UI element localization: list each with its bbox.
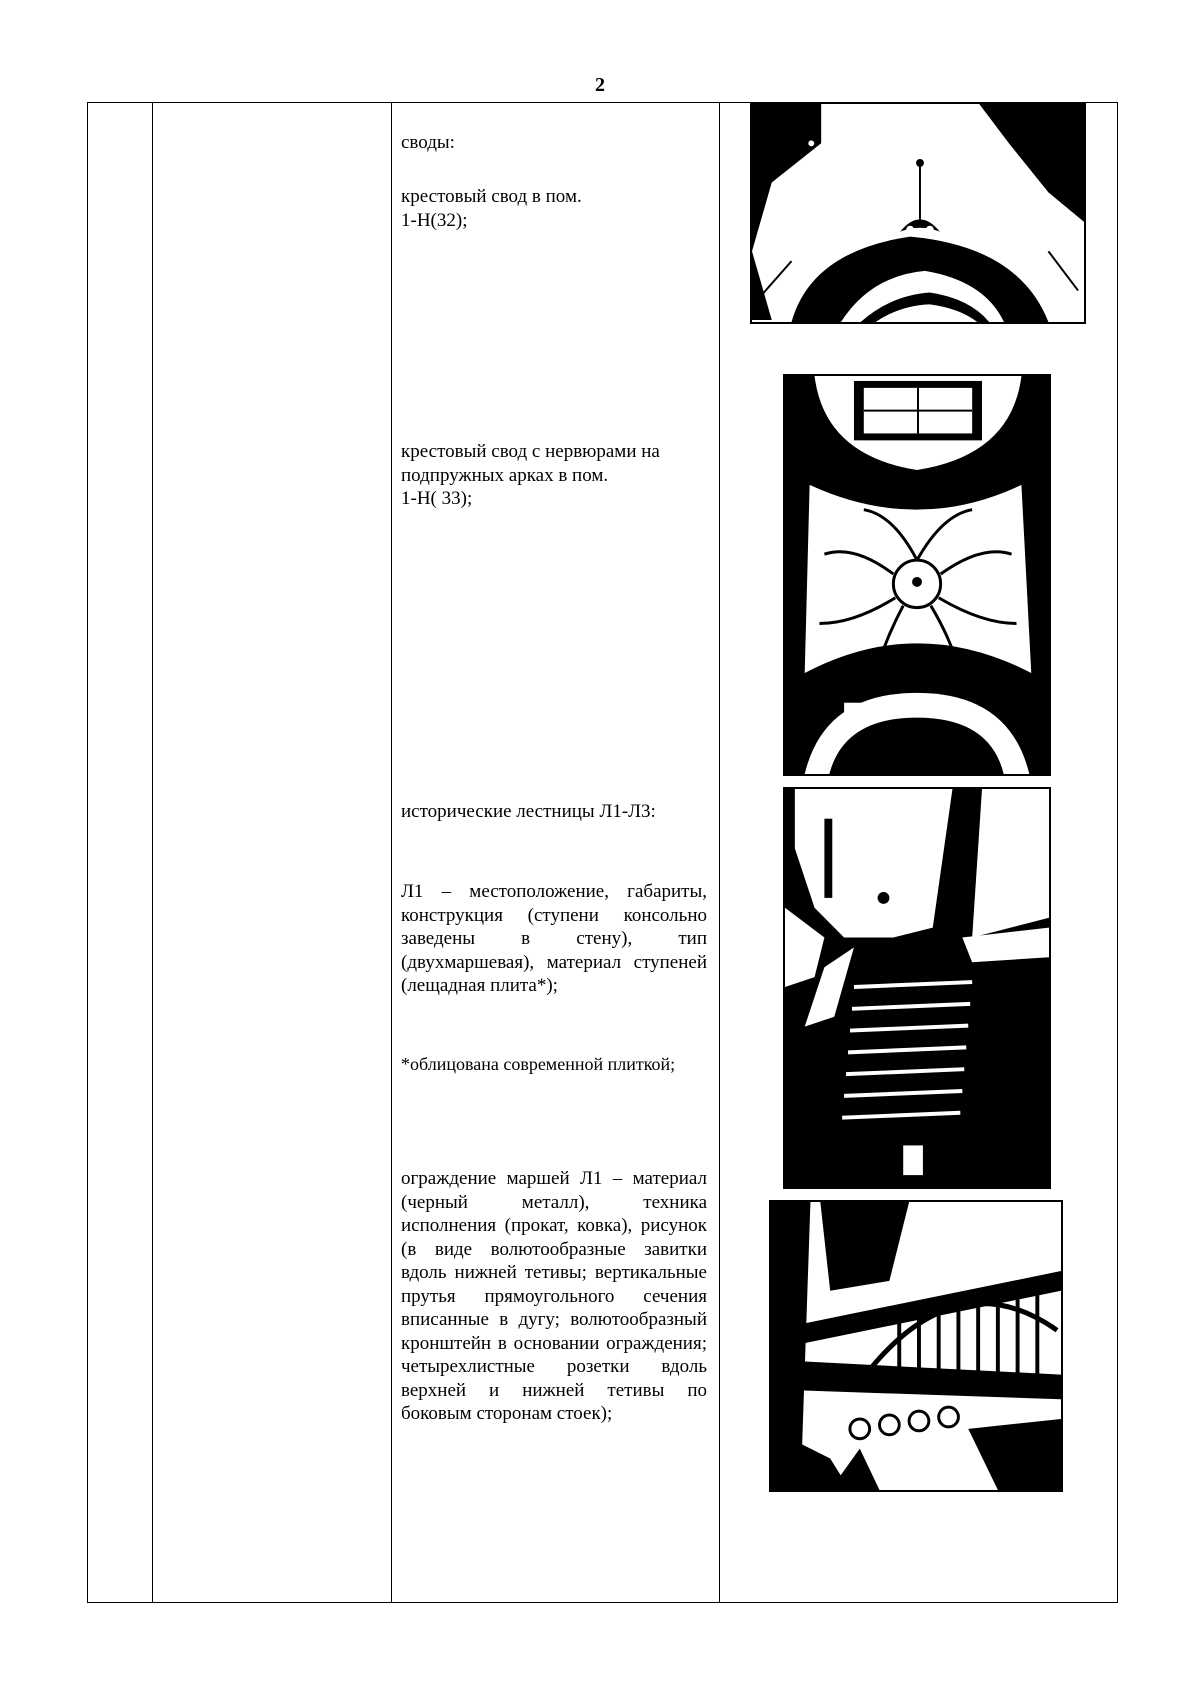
column-divider [391, 103, 392, 1602]
photo-vault-33 [783, 374, 1051, 776]
column-divider [152, 103, 153, 1602]
stairs-heading: исторические лестницы Л1-Л3: [401, 801, 656, 822]
photo-railing-l1 [769, 1200, 1063, 1492]
vault-1-text: крестовый свод в пом. 1-Н(32); [401, 186, 582, 231]
vaults-heading: своды: [401, 132, 455, 153]
column-divider [719, 103, 720, 1602]
vault-2-text: крестовый свод с нервюрами на подпружных арках в пом. 1-Н( 33); [401, 441, 660, 509]
stair-l1-text: Л1 – местоположение, габариты, конструкция (ступени консольно заведены в стену), тип (двухмаршевая), материал ступеней (лещадная плита*); [401, 881, 707, 996]
footnote-text: *облицована современной плиткой; [401, 1054, 676, 1074]
photo-stair-l1 [783, 787, 1051, 1189]
photo-vault-32 [750, 102, 1086, 324]
railing-l1-text: ограждение маршей Л1 – материал (черный металл), техника исполнения (прокат, ковка), рисунок (в виде волютообразные завитки вдоль нижней тетивы; вертикальные прутья прямоугольного сечения вписанные в дугу; волютообразный кронштейн в основании ограждения; четырехлистные розетки вдоль верхней и нижней тетивы по боковым сторонам стоек); [401, 1168, 707, 1424]
page-number: 2 [595, 74, 605, 96]
